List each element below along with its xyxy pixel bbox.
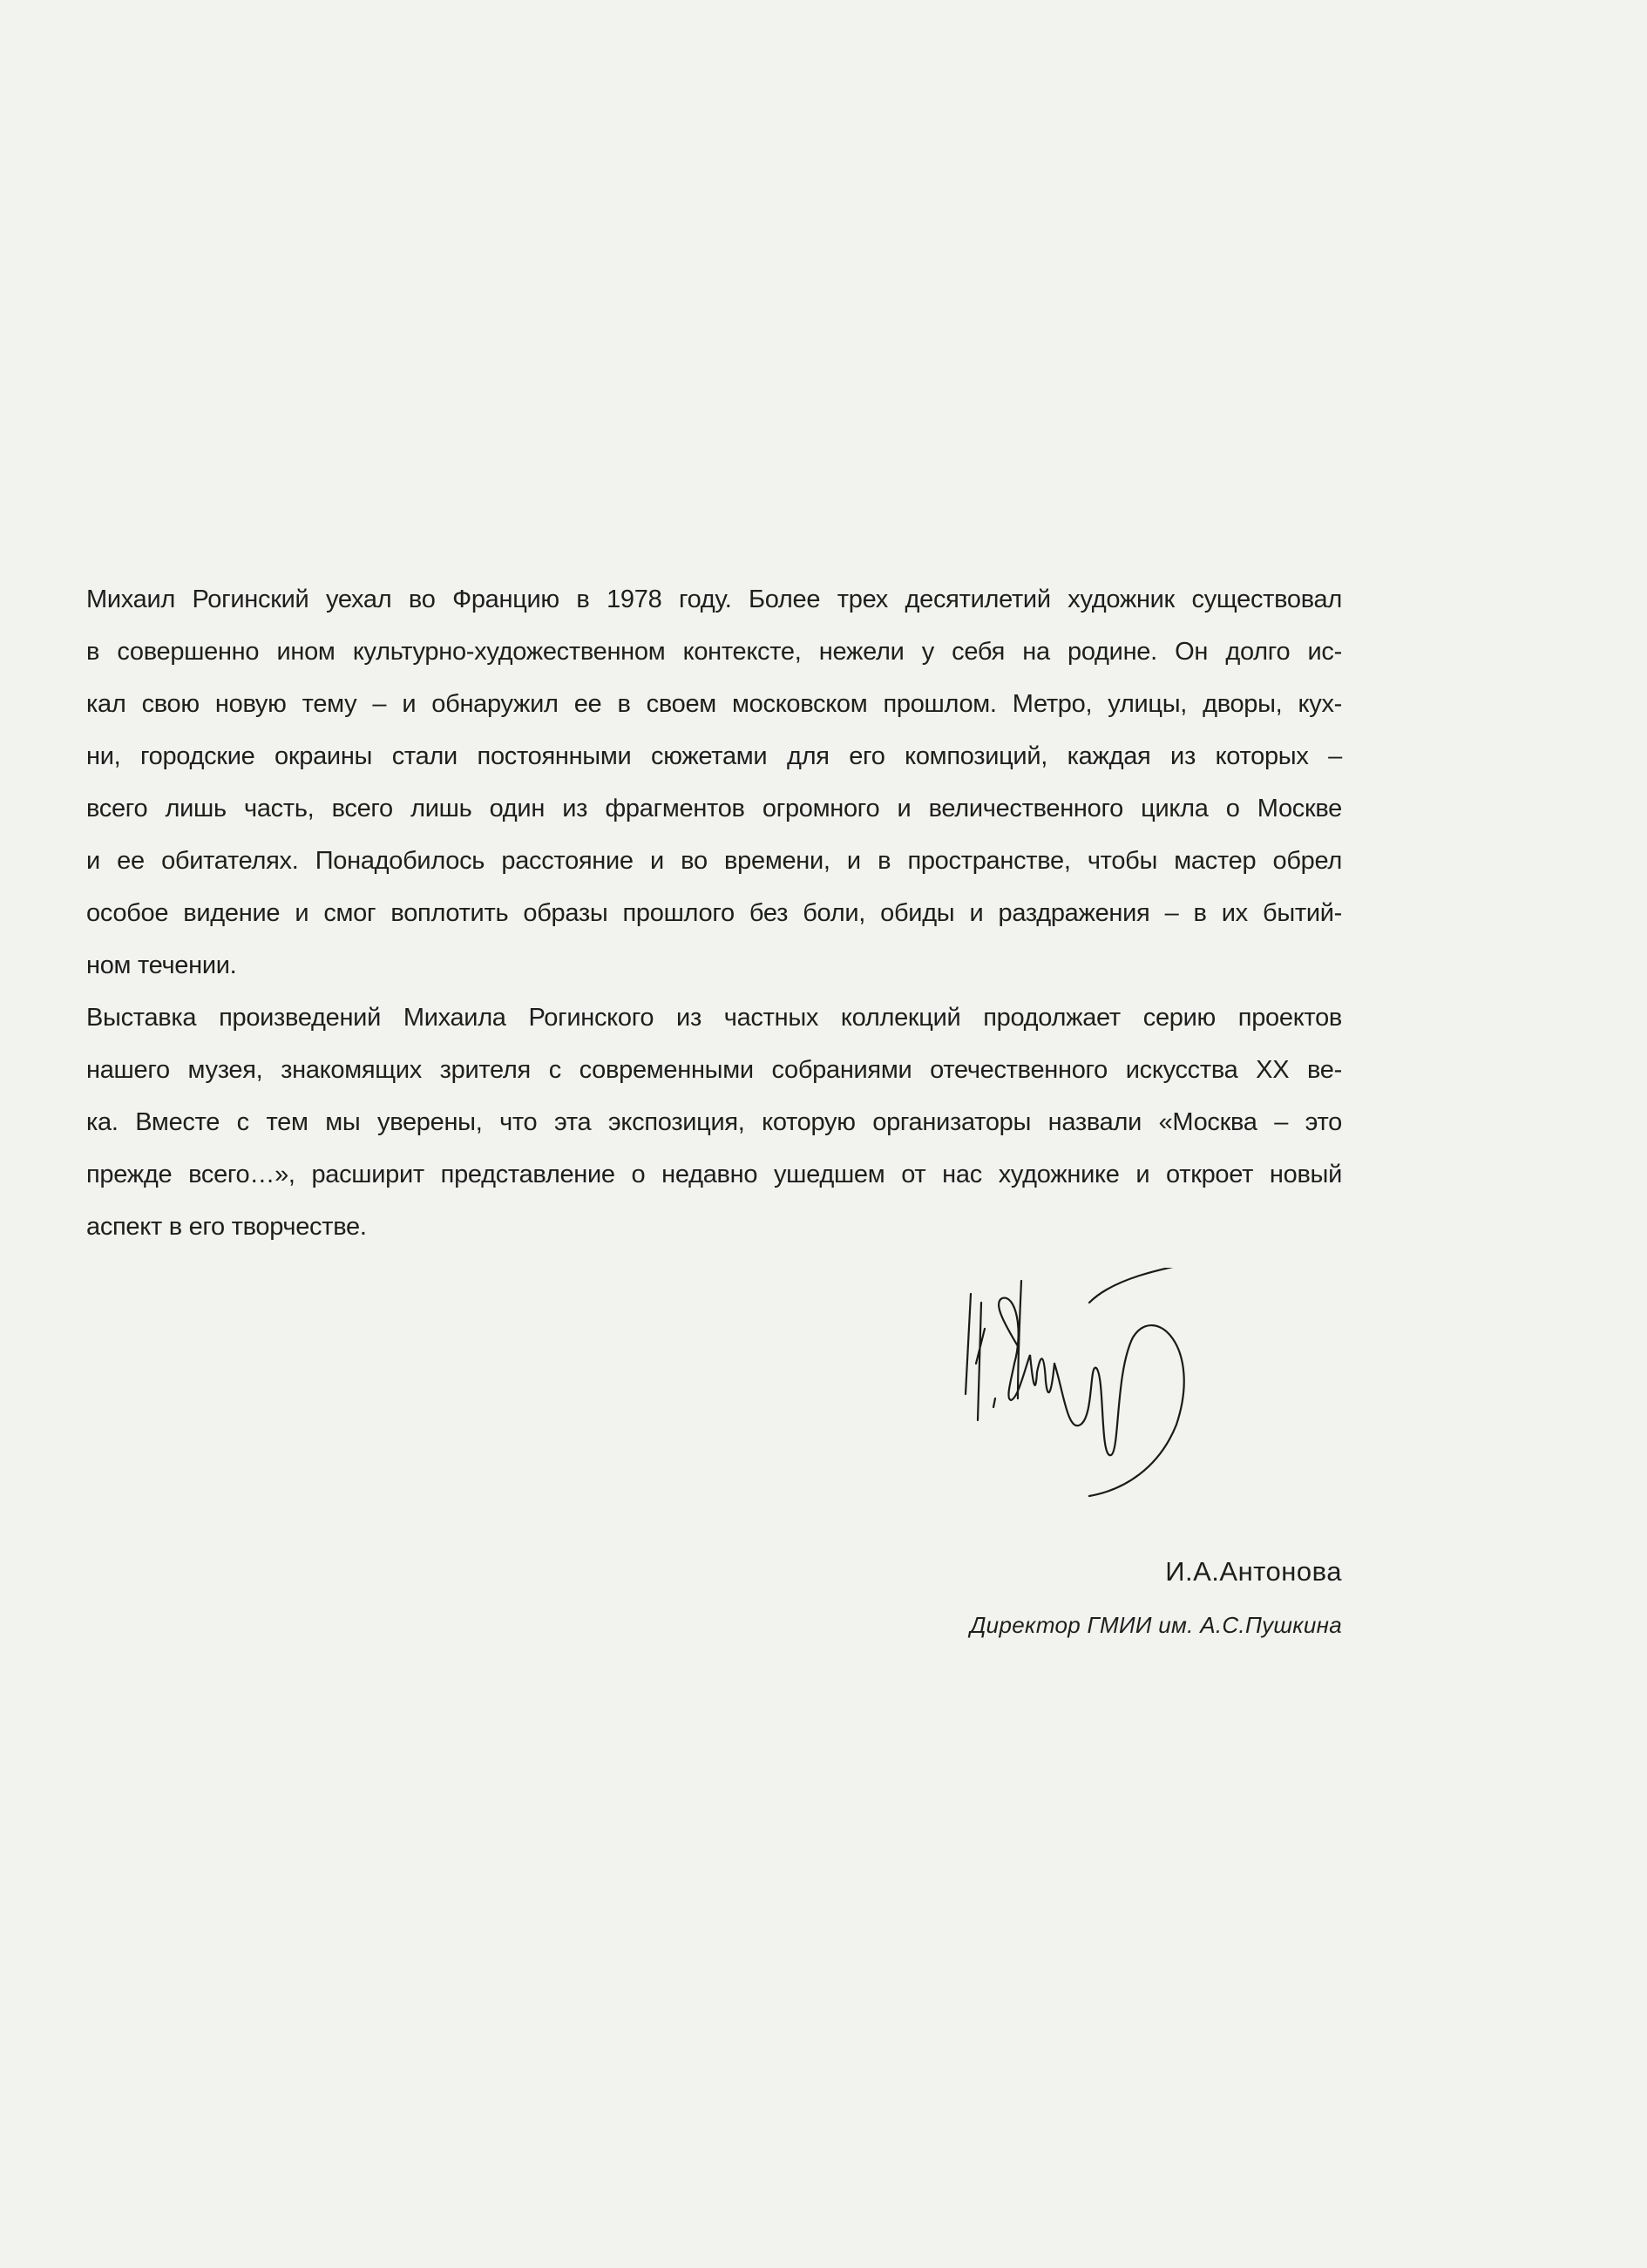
text-line: особое видение и смог воплотить образы прошлого без боли, обиды и раздражения – в их бытий- <box>86 899 1342 927</box>
text-line: Михаил Рогинский уехал во Францию в 1978 году. Более трех десятилетий художник существовал <box>86 586 1342 613</box>
text-line: в совершенно ином культурно-художественном контексте, нежели у себя на родине. Он долго ис- <box>86 638 1342 666</box>
text-line: Выставка произведений Михаила Рогинского из частных коллекций продолжает серию проектов <box>86 1004 1342 1032</box>
text-line: ном течении. <box>86 951 237 979</box>
text-line: и ее обитателях. Понадобилось расстояние и во времени, и в пространстве, чтобы мастер обрел <box>86 847 1342 875</box>
text-line: прежде всего…», расширит представление о недавно ушедшем от нас художнике и откроет новый <box>86 1161 1342 1188</box>
text-line: ка. Вместе с тем мы уверены, что эта экспозиция, которую организаторы назвали «Москва – это <box>86 1108 1342 1136</box>
text-line: всего лишь часть, всего лишь один из фрагментов огромного и величественного цикла о Москве <box>86 795 1342 823</box>
paragraph-2 <box>86 992 1342 1253</box>
text-line: кал свою новую тему – и обнаружил ее в своем московском прошлом. Метро, улицы, дворы, кух- <box>86 690 1342 718</box>
paragraph-1 <box>86 573 1342 992</box>
text-line: нашего музея, знакомящих зрителя с современными собраниями отечественного искусства XX ве- <box>86 1056 1342 1084</box>
signatory-name: И.А.Антонова <box>1165 1556 1342 1587</box>
signatory-title: Директор ГМИИ им. А.С.Пушкина <box>970 1612 1342 1638</box>
text-line: ни, городские окраины стали постоянными сюжетами для его композиций, каждая из которых – <box>86 742 1342 770</box>
text-line: аспект в его творчестве. <box>86 1213 367 1241</box>
handwritten-signature <box>950 1268 1246 1503</box>
letter-body <box>86 573 1342 1253</box>
